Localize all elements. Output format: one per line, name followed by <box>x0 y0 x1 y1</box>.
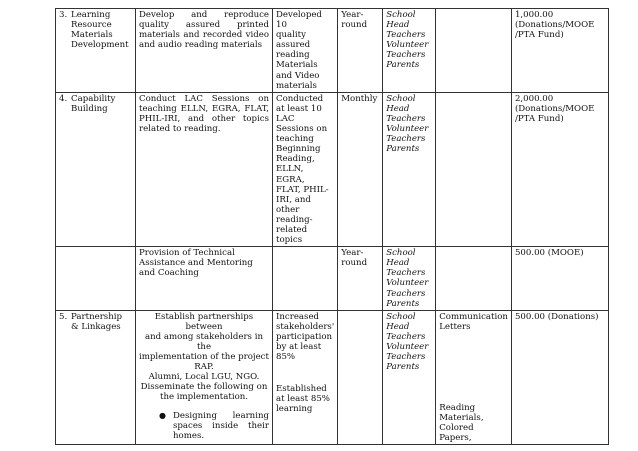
persons-cell: School Head Teachers Volunteer Teachers Parents <box>383 247 436 311</box>
timeline-cell: Monthly <box>338 92 383 246</box>
area-cell: 5. Partnership & Linkages <box>56 310 136 445</box>
output-cell: Developed 10 quality assured reading Materials and Video materials <box>273 9 338 93</box>
table-row <box>56 92 609 246</box>
timeline-cell <box>338 310 383 445</box>
resources-cell <box>436 92 512 246</box>
timeline-cell: Year- round <box>338 247 383 311</box>
output-cell: Conducted at least 10 LAC Sessions on teaching Beginning Reading, ELLN, EGRA, FLAT, PHIL- IRI, and other reading- related topics <box>273 92 338 246</box>
activity-cell: Establish partnerships between and among stakeholders in the implementation of the project RAP. Alumni, Local LGU, NGO. Disseminate the following on the implementation. ● Designing learning spaces inside their homes. <box>136 310 273 445</box>
output-cell <box>273 247 338 311</box>
row-number: 3. <box>59 10 68 20</box>
row-number: 4. <box>59 93 68 104</box>
table-row <box>56 247 609 311</box>
action-plan-table <box>55 8 609 445</box>
persons-cell: School Head Teachers Volunteer Teachers Parents <box>383 310 436 445</box>
activity-cell: Develop and reproduce quality assured printed materials and recorded video and audio reading materials <box>136 9 273 93</box>
timeline-cell: Year- round <box>338 9 383 93</box>
resources-cell <box>436 247 512 311</box>
budget-cell: 1,000.00 (Donations/MOOE /PTA Fund) <box>511 9 608 93</box>
activity-cell: Provision of Technical Assistance and Mentoring and Coaching <box>136 247 273 311</box>
area-cell: 3. Learning Resource Materials Development <box>56 9 136 93</box>
persons-cell: School Head Teachers Volunteer Teachers Parents <box>383 9 436 93</box>
budget-cell: 500.00 (Donations) <box>511 310 608 445</box>
table-row <box>56 310 609 445</box>
bullet-icon: ● <box>159 410 166 420</box>
bullet-item: ● Designing learning spaces inside their homes. <box>159 410 269 441</box>
budget-cell: 2,000.00 (Donations/MOOE /PTA Fund) <box>511 92 608 246</box>
persons-cell: School Head Teachers Volunteer Teachers Parents <box>383 92 436 246</box>
resources-cell: Communication Letters Reading Materials, Colored Papers, <box>436 310 512 445</box>
budget-cell: 500.00 (MOOE) <box>511 247 608 311</box>
area-cell: 4. Capability Building <box>56 92 136 246</box>
activity-cell: Conduct LAC Sessions on teaching ELLN, EGRA, FLAT, PHIL-IRI, and other topics related to reading. <box>136 92 273 246</box>
output-cell: Increased stakeholders' participation by at least 85% Established at least 85% learning <box>273 310 338 445</box>
area-cell <box>56 247 136 311</box>
resources-cell <box>436 9 512 93</box>
row-number: 5. <box>59 311 68 322</box>
table-row <box>56 9 609 93</box>
